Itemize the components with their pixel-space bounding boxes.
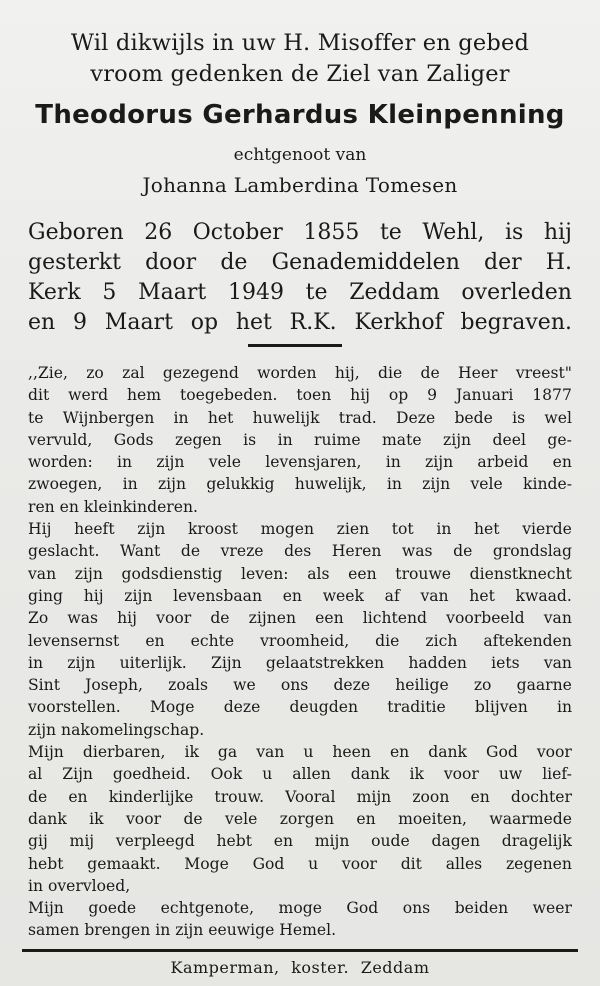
text-line: in overvloed,	[28, 876, 131, 895]
bio-line: en 9 Maart op het R.K. Kerkhof begraven.	[28, 310, 572, 335]
text-line: Mijn dierbaren, ik ga van u heen en dank God voor	[28, 743, 572, 762]
text-line: levensernst en echte vroomheid, die zich aftekenden	[28, 631, 572, 650]
text-line: zwoegen, in zijn gelukkig huwelijk, in zijn vele kinde-	[28, 475, 572, 494]
text-line: Zo was hij voor de zijnen een lichtend voorbeeld van	[28, 609, 572, 628]
text-line: al Zijn goedheid. Ook u allen dank ik voor uw lief-	[28, 765, 572, 784]
intro-line: vroom gedenken de Ziel van Zaliger	[90, 61, 510, 87]
text-line: ,,Zie, zo zal gezegend worden hij, die de Heer vreest"	[28, 364, 572, 382]
text-line: geslacht. Want de vreze des Heren was de grondslag	[28, 542, 572, 561]
text-line: ren en kleinkinderen.	[28, 497, 198, 516]
footer-rule	[22, 949, 578, 952]
text-line: zijn nakomelingschap.	[28, 720, 205, 739]
text-line: voorstellen. Moge deze deugden traditie blijven in	[28, 698, 572, 717]
bio-line: Geboren 26 October 1855 te Wehl, is hij	[28, 220, 572, 245]
text-line: in zijn uiterlijk. Zijn gelaatstrekken hadden iets van	[28, 653, 572, 672]
text-line: ging hij zijn levensbaan en week af van het kwaad.	[28, 586, 572, 605]
bio-line: gesterkt door de Genademiddelen der H.	[28, 250, 572, 275]
divider	[248, 344, 342, 347]
memorial-text	[28, 362, 572, 942]
printer-credit: Kamperman, koster. Zeddam	[170, 958, 430, 977]
biography	[28, 218, 572, 338]
text-line: dank ik voor de vele zorgen en moeiten, waarmede	[28, 809, 572, 828]
text-line: vervuld, Gods zegen is in ruime mate zijn deel ge-	[28, 430, 572, 449]
spouse-name: Johanna Lamberdina Tomesen	[142, 173, 458, 197]
text-line: hebt gemaakt. Moge God u voor dit alles zegenen	[28, 854, 572, 873]
bio-line: Kerk 5 Maart 1949 te Zeddam overleden	[28, 280, 572, 305]
spouse-label: echtgenoot van	[233, 145, 367, 165]
deceased-name: Theodorus Gerhardus Kleinpenning	[35, 100, 565, 130]
text-line: Mijn goede echtgenote, moge God ons beiden weer	[28, 899, 572, 918]
intro-text	[0, 28, 600, 90]
text-line: dit werd hem toegebeden. toen hij op 9 Januari 1877	[28, 386, 572, 405]
intro-line: Wil dikwijls in uw H. Misoffer en gebed	[70, 30, 530, 56]
text-line: de en kinderlijke trouw. Vooral mijn zoon en dochter	[28, 787, 572, 806]
text-line: van zijn godsdienstig leven: als een trouwe dienstknecht	[28, 564, 572, 583]
text-line: gij mij verpleegd hebt en mijn oude dagen dragelijk	[28, 832, 572, 851]
text-line: worden: in zijn vele levensjaren, in zijn arbeid en	[28, 453, 572, 472]
text-line: te Wijnbergen in het huwelijk trad. Deze bede is wel	[28, 408, 572, 427]
text-line: Sint Joseph, zoals we ons deze heilige zo gaarne	[28, 676, 572, 695]
text-line: samen brengen in zijn eeuwige Hemel.	[28, 921, 337, 940]
text-line: Hij heeft zijn kroost mogen zien tot in het vierde	[28, 520, 572, 539]
